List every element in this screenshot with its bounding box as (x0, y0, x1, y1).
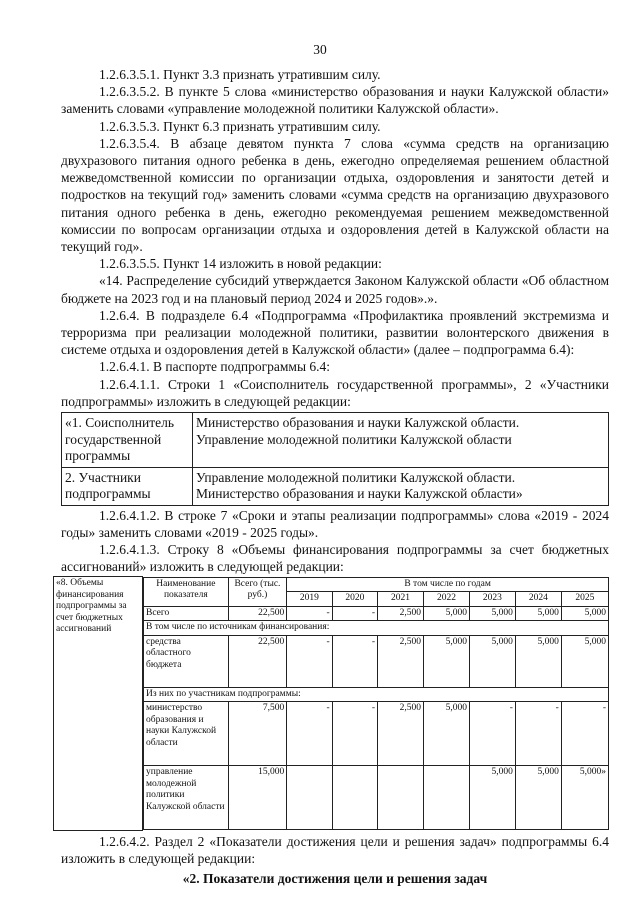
year-value: 5,000 (423, 606, 469, 621)
section-sources: В том числе по источникам финансирования: (144, 621, 609, 636)
section-participants: Из них по участникам подпрограммы: (144, 687, 609, 702)
year-header: 2020 (332, 592, 377, 607)
page-number: 30 (313, 42, 327, 57)
year-header: 2019 (287, 592, 332, 607)
year-value: - (469, 702, 515, 766)
table-row (62, 413, 609, 468)
row-total: 7,500 (228, 702, 287, 766)
year-value: - (515, 702, 561, 766)
year-value (423, 766, 469, 830)
year-header: 2022 (423, 592, 469, 607)
year-value (332, 766, 377, 830)
year-value: - (561, 702, 608, 766)
row-total: 22,500 (228, 606, 287, 621)
document-body (56, 66, 609, 887)
year-header: 2023 (469, 592, 515, 607)
row-value (193, 467, 609, 505)
paragraph: 1.2.6.3.5.3. Пункт 6.3 признать утратившим силу. (99, 118, 381, 134)
participant-row (144, 766, 609, 830)
year-value: - (287, 606, 332, 621)
section-heading: «2. Показатели достижения цели и решения задач (182, 871, 488, 887)
financing-inner-table (143, 577, 609, 831)
passport-table (61, 412, 609, 506)
header-name: Наименование показателя (144, 577, 229, 606)
year-value: - (332, 606, 377, 621)
year-header: 2025 (561, 592, 608, 607)
year-value: 2,500 (378, 606, 424, 621)
row-name: управление молодежной политики Калужской области (144, 766, 229, 830)
paragraph: 1.2.6.4.1.3. Строку 8 «Объемы финансирования подпрограммы за счет бюджетных ассигнований» изложить в следующей редакции: (61, 541, 609, 575)
year-value: 5,000 (515, 766, 561, 830)
value-line: Управление молодежной политики Калужской области. (196, 469, 516, 485)
year-value: - (332, 635, 377, 687)
year-value: 5,000 (561, 606, 608, 621)
section-row (144, 621, 609, 636)
year-value: 5,000» (561, 766, 608, 830)
value-line: Министерство образования и науки Калужской области» (196, 486, 523, 502)
year-value: 5,000 (515, 606, 561, 621)
row-name: министерство образования и науки Калужской области (144, 702, 229, 766)
financing-table (53, 576, 609, 831)
year-value: 5,000 (515, 635, 561, 687)
paragraph: 1.2.6.4. В подразделе 6.4 «Подпрограмма «Профилактика проявлений экстремизма и терроризма при реализации молодежной политики, развитии волонтерского движения в системе отдыха и оздоровления детей в Калужской области» (далее – подпрограмма 6.4): (61, 307, 609, 358)
table-row (62, 467, 609, 505)
paragraph: 1.2.6.3.5.2. В пункте 5 слова «министерство образования и науки Калужской области» заменить словами «управление молодежной политики Калужской области». (61, 84, 609, 117)
year-header: 2024 (515, 592, 561, 607)
participant-row (144, 702, 609, 766)
header-years-group: В том числе по годам (287, 577, 609, 592)
row-value (193, 413, 609, 468)
year-value (287, 766, 332, 830)
year-value: 5,000 (423, 702, 469, 766)
paragraph: 1.2.6.4.2. Раздел 2 «Показатели достижения цели и решения задач» подпрограммы 6.4 изложить в следующей редакции: (61, 833, 609, 867)
year-value: 5,000 (561, 635, 608, 687)
value-line: Управление молодежной политики Калужской области (196, 431, 512, 447)
row-name: средства областного бюджета (144, 635, 229, 687)
paragraph: 1.2.6.4.1.2. В строке 7 «Сроки и этапы реализации подпрограммы» слова «2019 - 2024 годы» заменить словами «2019 - 2025 годы». (61, 507, 609, 540)
row-total: 22,500 (228, 635, 287, 687)
financing-row-label: «8. Объемы финансирования подпрограммы за счет бюджетных ассигнований (54, 577, 143, 831)
year-value: 5,000 (469, 606, 515, 621)
source-row (144, 635, 609, 687)
value-line: Министерство образования и науки Калужской области. (196, 415, 520, 431)
row-total: 15,000 (228, 766, 287, 830)
year-value: 5,000 (469, 635, 515, 687)
paragraph: 1.2.6.4.1. В паспорте подпрограммы 6.4: (99, 359, 331, 375)
year-value: 5,000 (469, 766, 515, 830)
year-value: - (332, 702, 377, 766)
year-value: - (287, 635, 332, 687)
year-value: 2,500 (378, 635, 424, 687)
row-label: 2. Участники подпрограммы (62, 467, 193, 505)
header-row (144, 577, 609, 592)
year-value: 2,500 (378, 702, 424, 766)
paragraph: 1.2.6.3.5.1. Пункт 3.3 признать утратившим силу. (99, 67, 381, 82)
year-header: 2021 (378, 592, 424, 607)
paragraph: 1.2.6.3.5.5. Пункт 14 изложить в новой редакции: (99, 256, 382, 272)
paragraph: 1.2.6.3.5.4. В абзаце девятом пункта 7 слова «сумма средств на организацию двухразового питания одного ребенка в день, ежегодно определяемая решением областной межведомственной комиссии по организации отдыха, оздоровления и занятости детей и подростков на текущий год» заменить словами «сумма средств на организацию двухразового питания одного ребенка в день, ежегодно рекомендуемая решением межведомственной комиссии по вопросам организации отдыха и оздоровления детей в Калужской области на текущий год». (61, 135, 609, 255)
total-row (144, 606, 609, 621)
row-label: «1. Соисполнитель государственной программы (62, 413, 193, 468)
year-value: 5,000 (423, 635, 469, 687)
paragraph: 1.2.6.4.1.1. Строки 1 «Соисполнитель государственной программы», 2 «Участники подпрограммы» изложить в следующей редакции: (61, 376, 609, 409)
header-total: Всего (тыс. руб.) (228, 577, 287, 606)
year-value (378, 766, 424, 830)
section-row (144, 687, 609, 702)
row-name: Всего (144, 606, 229, 621)
year-value: - (287, 702, 332, 766)
paragraph: «14. Распределение субсидий утверждается Законом Калужской области «Об областном бюджете на 2023 год и на плановый период 2024 и 2025 годов».». (61, 273, 609, 306)
